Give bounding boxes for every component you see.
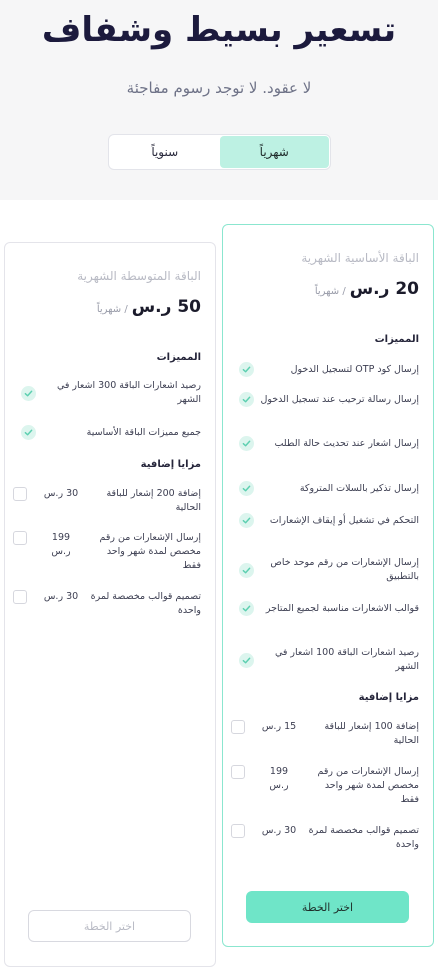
- feature-text: التحكم في تشغيل أو إيقاف الإشعارات: [269, 514, 419, 526]
- feature-item: [239, 362, 419, 377]
- plan-price: [97, 297, 201, 317]
- hero-section: [0, 0, 438, 200]
- addon-label: إضافة 100 إشعار للباقة الحالية: [324, 721, 419, 746]
- addon-item: [231, 824, 419, 852]
- tab-monthly[interactable]: شهرياً: [220, 136, 330, 168]
- feature-text: قوالب الاشعارات مناسبة لجميع المتاجر: [265, 602, 419, 614]
- addon-checkbox[interactable]: [13, 487, 27, 501]
- check-icon: [239, 436, 254, 451]
- feature-text: إرسال الإشعارات من رقم موحد خاص بالتطبيق: [270, 557, 419, 582]
- price-period: / شهرياً: [96, 304, 128, 315]
- choose-plan-button[interactable]: اختر الخطة: [28, 910, 191, 942]
- billing-period-toggle: [108, 134, 331, 170]
- feature-item: [239, 513, 419, 528]
- check-icon: [239, 601, 254, 616]
- addon-checkbox[interactable]: [13, 531, 27, 545]
- addon-checkbox[interactable]: [13, 590, 27, 604]
- feature-item: [21, 425, 201, 440]
- check-icon: [239, 481, 254, 496]
- check-icon: [21, 425, 36, 440]
- addon-label: إضافة 200 إشعار للباقة الحالية: [106, 488, 201, 513]
- tab-yearly[interactable]: سنوياً: [151, 145, 179, 159]
- addon-checkbox[interactable]: [231, 720, 245, 734]
- addon-item: [231, 765, 419, 807]
- addon-label: إرسال الإشعارات من رقم مخصص لمدة شهر واحد فقط: [99, 532, 201, 571]
- addon-checkbox[interactable]: [231, 765, 245, 779]
- check-icon: [239, 513, 254, 528]
- features-title: المميزات: [156, 352, 201, 363]
- feature-text: إرسال اشعار عند تحديث حالة الطلب: [274, 437, 419, 449]
- addons-title: مزايا إضافية: [140, 459, 201, 470]
- addon-price: 199 ر.س: [51, 532, 71, 557]
- page-title: تسعير بسيط وشفاف: [41, 10, 397, 50]
- check-icon: [239, 563, 254, 578]
- plan-price: [315, 279, 419, 299]
- plan-name: الباقة المتوسطة الشهرية: [77, 269, 201, 283]
- addon-checkbox[interactable]: [231, 824, 245, 838]
- feature-item: [239, 392, 419, 407]
- price-amount: 20 ر.س: [349, 279, 419, 299]
- addons-title: مزايا إضافية: [358, 692, 419, 703]
- feature-item: [239, 481, 419, 496]
- check-icon: [239, 362, 254, 377]
- check-icon: [21, 386, 36, 401]
- feature-item: [239, 601, 419, 616]
- addon-price: 15 ر.س: [261, 721, 297, 732]
- pricing-card-medium: [4, 242, 216, 967]
- page-subtitle: لا عقود. لا توجد رسوم مفاجئة: [126, 79, 312, 97]
- feature-item: [239, 646, 419, 674]
- feature-text: إرسال كود OTP لتسجيل الدخول: [290, 363, 419, 375]
- plan-name: الباقة الأساسية الشهرية: [301, 251, 419, 265]
- feature-text: رصيد اشعارات الباقة 300 اشعار في الشهر: [56, 380, 201, 405]
- feature-item: [239, 556, 419, 584]
- addon-price: 30 ر.س: [261, 825, 297, 836]
- check-icon: [239, 392, 254, 407]
- addon-label: تصميم قوالب مخصصة لمرة واحدة: [90, 591, 201, 616]
- feature-text: إرسال رسالة ترحيب عند تسجيل الدخول: [260, 393, 419, 405]
- price-period: / شهرياً: [314, 286, 346, 297]
- addon-price: 199 ر.س: [269, 766, 289, 791]
- addon-label: إرسال الإشعارات من رقم مخصص لمدة شهر واحد فقط: [317, 766, 419, 805]
- addon-price: 30 ر.س: [43, 488, 79, 499]
- features-title: المميزات: [374, 334, 419, 345]
- feature-text: إرسال تذكير بالسلات المتروكة: [299, 482, 419, 494]
- addon-item: [13, 590, 201, 618]
- addon-item: [13, 531, 201, 573]
- feature-item: [239, 436, 419, 451]
- feature-text: جميع مميزات الباقة الأساسية: [86, 426, 201, 438]
- addon-item: [13, 487, 201, 515]
- addon-item: [231, 720, 419, 748]
- check-icon: [239, 653, 254, 668]
- feature-text: رصيد اشعارات الباقة 100 اشعار في الشهر: [274, 647, 419, 672]
- feature-item: [21, 379, 201, 407]
- addon-label: تصميم قوالب مخصصة لمرة واحدة: [308, 825, 419, 850]
- addon-price: 30 ر.س: [43, 591, 79, 602]
- pricing-card-basic: [222, 224, 434, 947]
- price-amount: 50 ر.س: [131, 297, 201, 317]
- choose-plan-button[interactable]: اختر الخطة: [246, 891, 409, 923]
